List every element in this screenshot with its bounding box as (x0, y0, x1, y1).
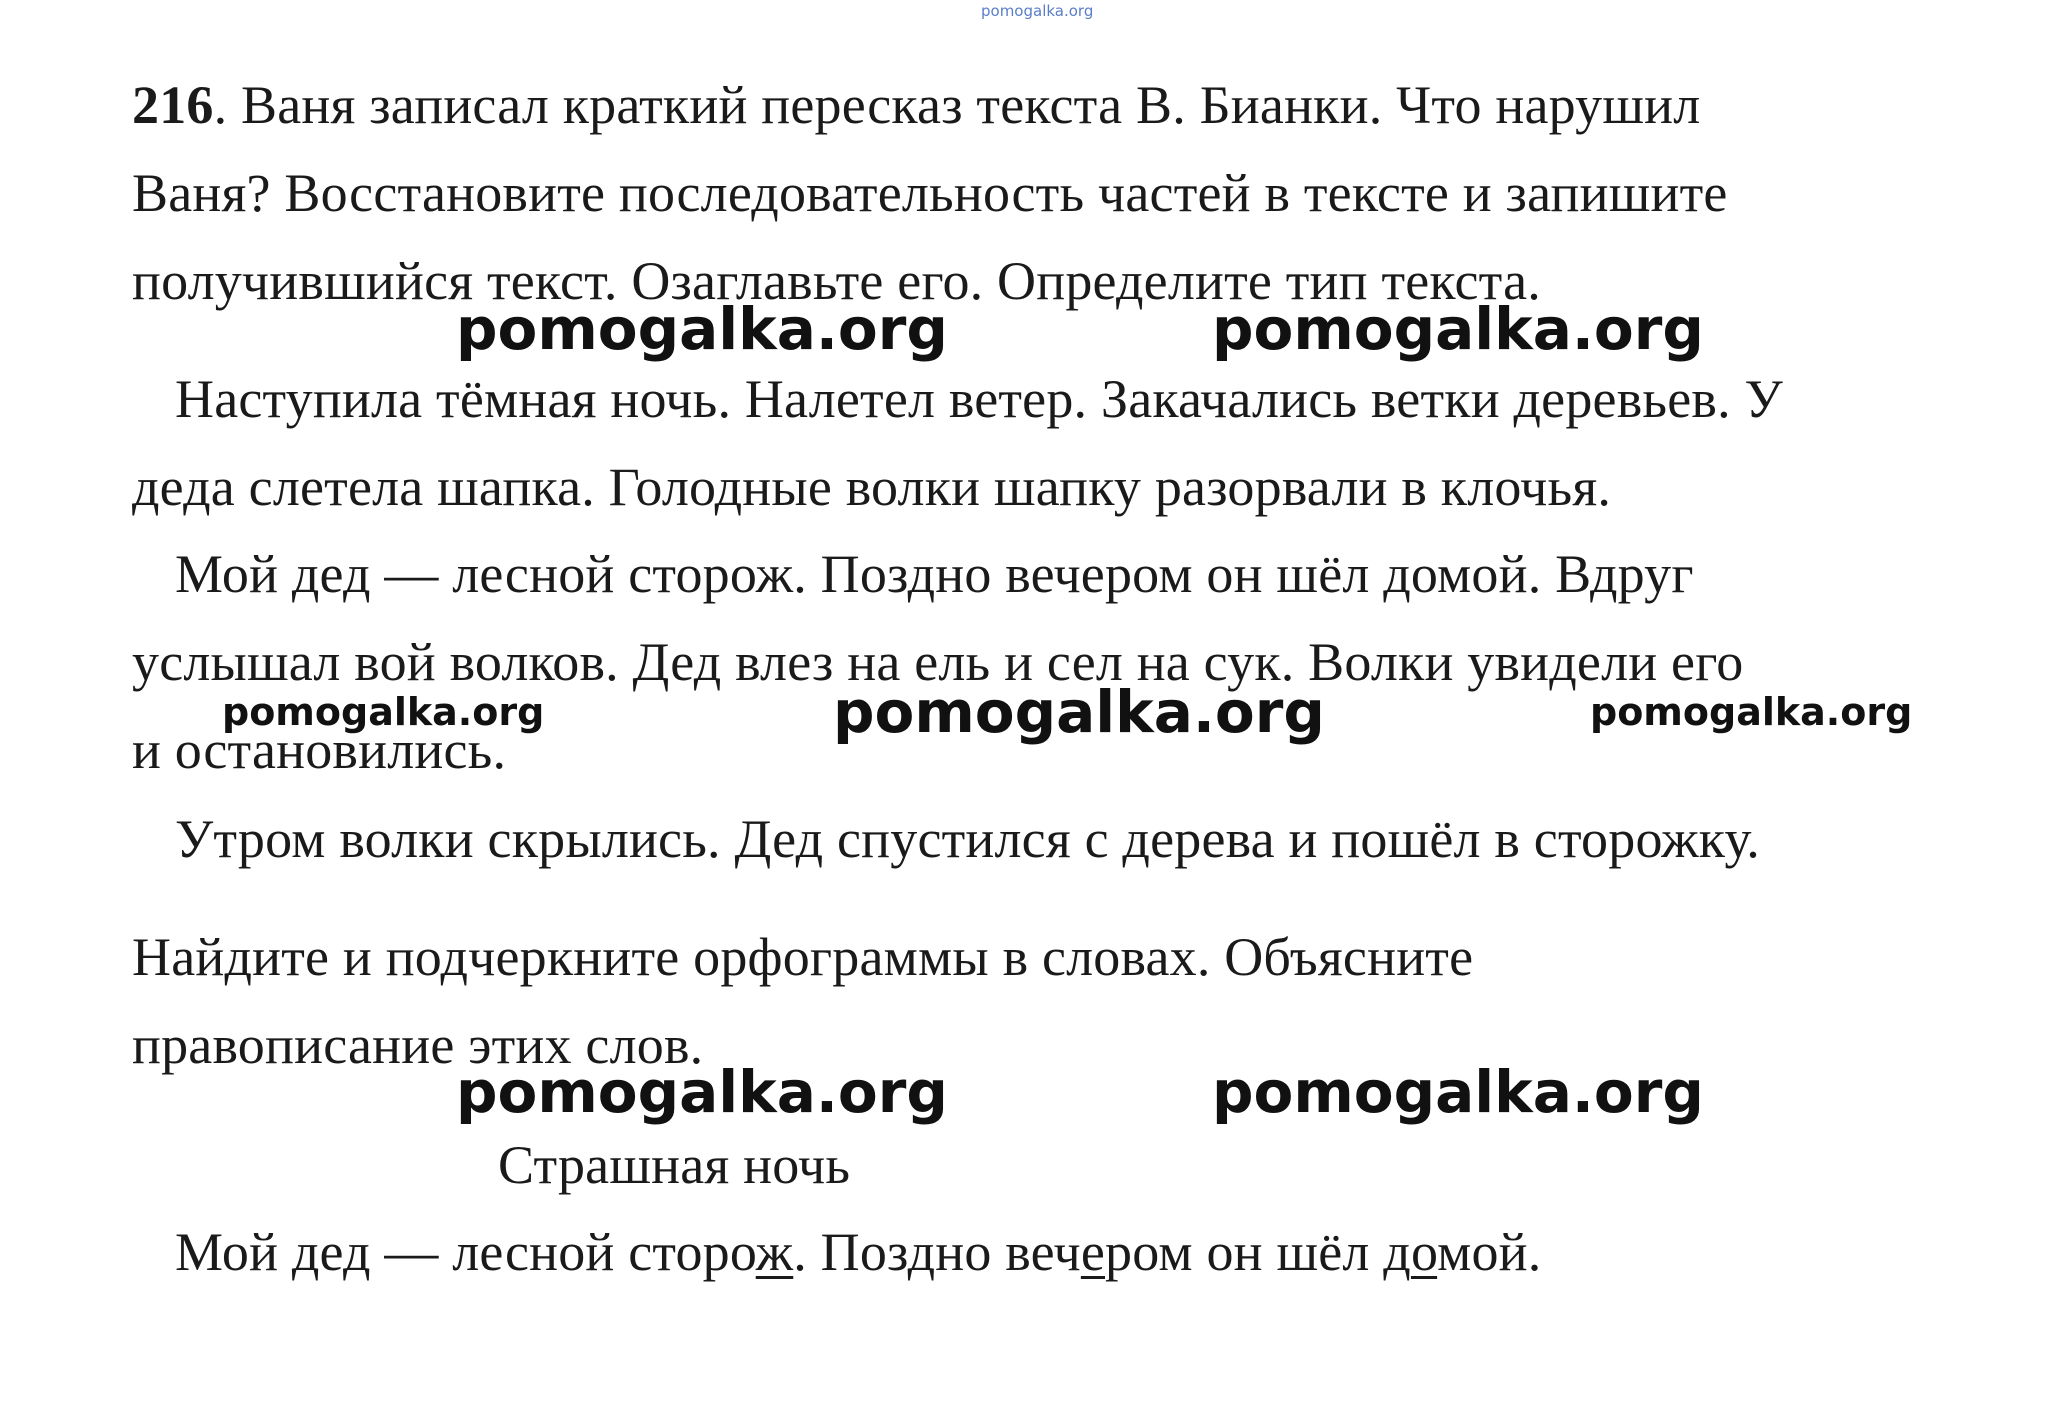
story-line-6: Утром волки скрылись. Дед спустился с дерева и пошёл в сторожку. (175, 809, 1760, 869)
story-line-1: Наступила тёмная ночь. Налетел ветер. Закачались ветки деревьев. У (175, 369, 1783, 429)
watermark: pomogalka.org (222, 690, 545, 734)
story-line-4: услышал вой волков. Дед влез на ель и сел на сук. Волки увидели его (132, 632, 1744, 692)
answer-line (175, 1222, 1542, 1282)
task-line-1 (132, 75, 1701, 135)
watermark: pomogalka.org (456, 1058, 948, 1126)
instruction-line-2: правописание этих слов. (132, 1015, 704, 1075)
watermark: pomogalka.org (1212, 1058, 1704, 1126)
story-line-3: Мой дед — лесной сторож. Поздно вечером он шёл домой. Вдруг (175, 544, 1694, 604)
watermark: pomogalka.org (456, 295, 948, 363)
orthogram-underline-4: о (1410, 1222, 1438, 1282)
orthogram-underline-2: ж (755, 1222, 794, 1282)
answer-part-4: ром он шёл д (1105, 1222, 1411, 1282)
task-line-2: Ваня? Восстановите последовательность частей в тексте и запишите (132, 163, 1728, 223)
watermark: pomogalka.org (833, 678, 1325, 746)
task-line-3: получившийся текст. Озаглавьте его. Определите тип текста. (132, 251, 1542, 311)
task-text-1: . Ваня записал краткий пересказ текста В. Бианки. Что нарушил (213, 75, 1701, 135)
top-watermark: pomogalka.org (981, 2, 1094, 20)
story-line-2: деда слетела шапка. Голодные волки шапку разорвали в клочья. (132, 457, 1612, 517)
answer-part-3: . Поздно веч (793, 1222, 1081, 1282)
instruction-line-1: Найдите и подчеркните орфограммы в словах. Объясните (132, 927, 1474, 987)
answer-title: Страшная ночь (498, 1135, 851, 1195)
orthogram-underline-1: д (343, 1222, 371, 1282)
watermark: pomogalka.org (1212, 295, 1704, 363)
orthogram-underline-3: е (1080, 1222, 1106, 1282)
answer-part-1: Мой де (175, 1222, 343, 1282)
watermark: pomogalka.org (1590, 690, 1913, 734)
task-number: 216 (132, 75, 214, 135)
story-line-5: и остановились. (132, 720, 507, 780)
answer-part-2: — лесной сторо (370, 1222, 756, 1282)
answer-part-5: мой. (1437, 1222, 1542, 1282)
